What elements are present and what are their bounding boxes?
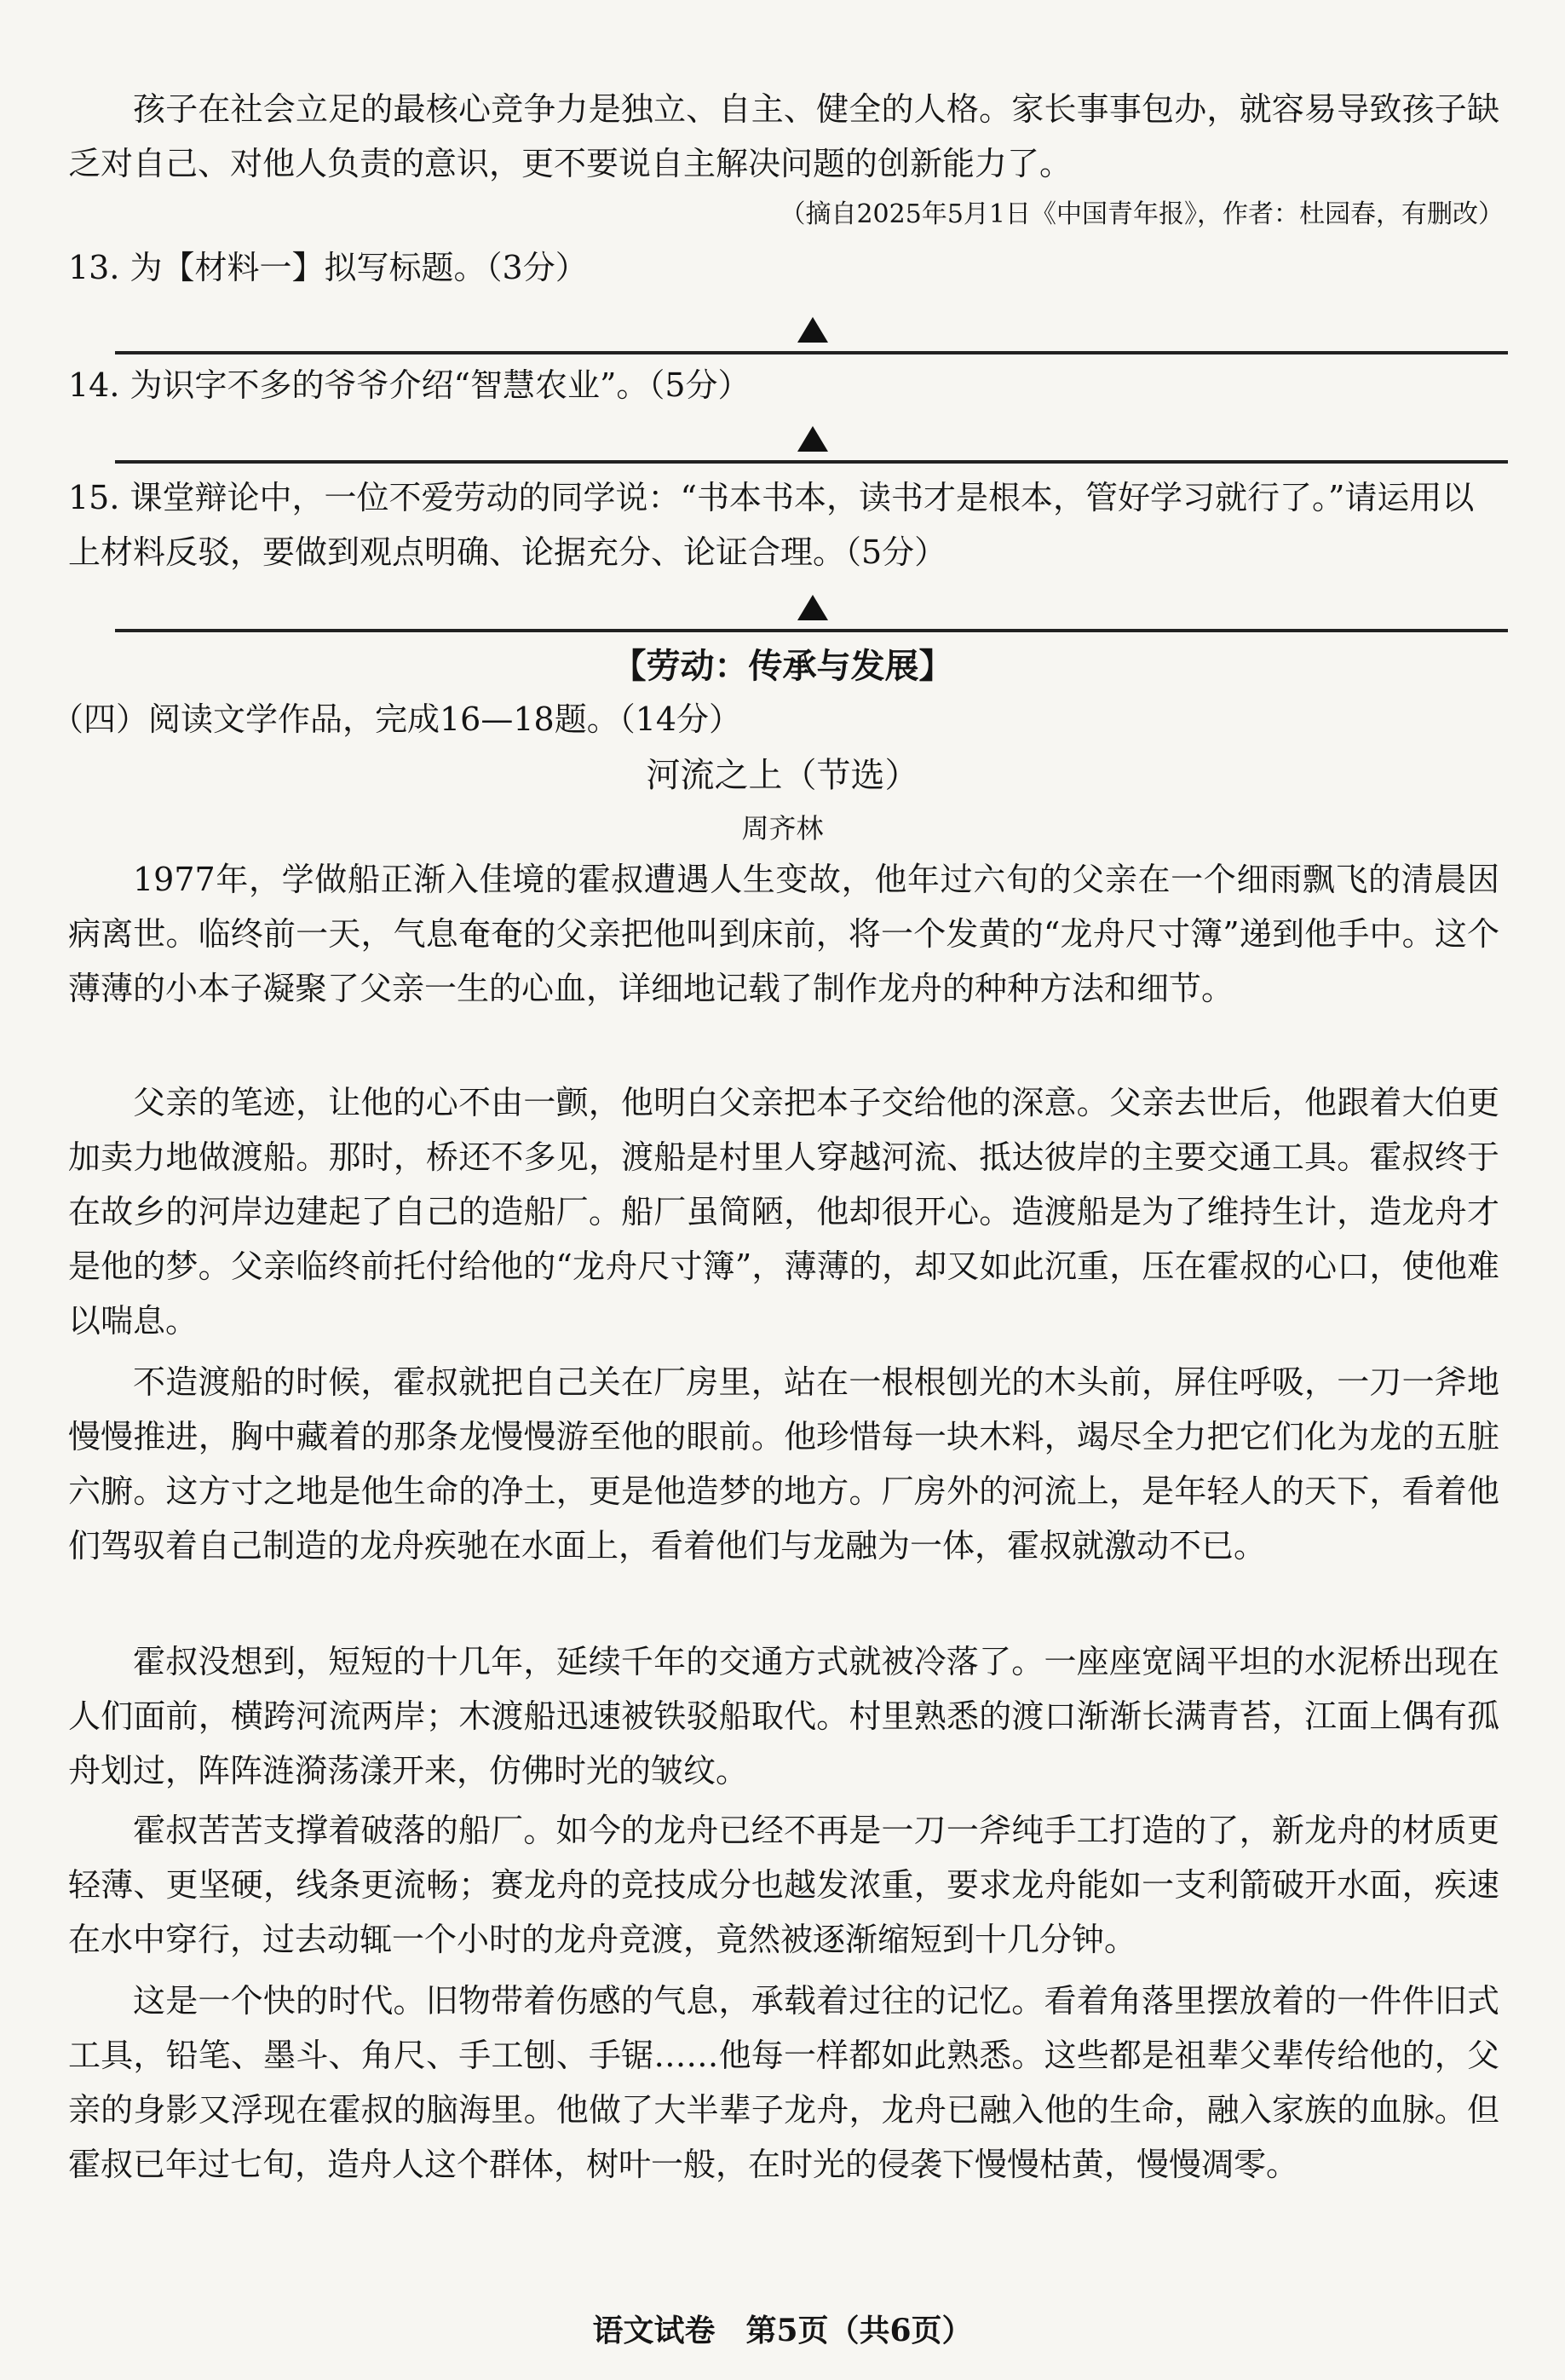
source-note: （摘自2025年5月1日《中国青年报》，作者：杜园春，有删改） (780, 199, 1504, 229)
story-paragraph-3: 不造渡船的时候，霍叔就把自己关在厂房里，站在一根根刨光的木头前，屏住呼吸，一刀一斧地慢慢推进，胸中藏着的那条龙慢慢游至他的眼前。他珍惜每一块木料，竭尽全力把它们化为龙的五脏六腑。这方寸之地是他生命的净土，更是他造梦的地方。厂房外的河流上，是年轻人的天下，看着他们驾驭着自己制造的龙舟疾驰在水面上，看着他们与龙融为一体，霍叔就激动不已。 (68, 1363, 1499, 1565)
answer-marker-15 (797, 595, 828, 620)
material-tail-paragraph: 孩子在社会立足的最核心竞争力是独立、自主、健全的人格。家长事事包办，就容易导致孩子缺乏对自己、对他人负责的意识，更不要说自主解决问题的创新能力了。 (68, 90, 1499, 182)
part-heading: （四）阅读文学作品，完成16—18题。（14分） (51, 700, 742, 738)
story-paragraph-2: 父亲的笔迹，让他的心不由一颤，他明白父亲把本子交给他的深意。父亲去世后，他跟着大伯更加卖力地做渡船。那时，桥还不多见，渡船是村里人穿越河流、抵达彼岸的主要交通工具。霍叔终于在故乡的河岸边建起了自己的造船厂。船厂虽简陋，他却很开心。造渡船是为了维持生计，造龙舟才是他的梦。父亲临终前托付给他的“龙舟尺寸簿”，薄薄的，却又如此沉重，压在霍叔的心口，使他难以喘息。 (68, 1084, 1499, 1340)
answer-line-13[interactable] (115, 351, 1508, 354)
answer-marker-14 (797, 426, 828, 452)
page-footer: 语文试卷 第5页（共6页） (592, 2313, 973, 2348)
section-title: 【劳动：传承与发展】 (612, 646, 953, 686)
question-15: 15. 课堂辩论中，一位不爱劳动的同学说：“书本书本，读书才是根本，管好学习就行了。”请运用以上材料反驳，要做到观点明确、论据充分、论证合理。（5分） (68, 479, 1475, 571)
story-paragraph-5: 霍叔苦苦支撑着破落的船厂。如今的龙舟已经不再是一刀一斧纯手工打造的了，新龙舟的材质更轻薄、更坚硬，线条更流畅；赛龙舟的竞技成分也越发浓重，要求龙舟能如一支利箭破开水面，疾速在水中穿行，过去动辄一个小时的龙舟竞渡，竟然被逐渐缩短到十几分钟。 (68, 1812, 1499, 1958)
story-paragraph-4: 霍叔没想到，短短的十几年，延续千年的交通方式就被冷落了。一座座宽阔平坦的水泥桥出现在人们面前，横跨河流两岸；木渡船迅速被铁驳船取代。村里熟悉的渡口渐渐长满青苔，江面上偶有孤舟划过，阵阵涟漪荡漾开来，仿佛时光的皱纹。 (68, 1643, 1499, 1789)
question-14: 14. 为识字不多的爷爷介绍“智慧农业”。（5分） (68, 366, 751, 404)
story-title: 河流之上（节选） (646, 756, 919, 795)
story-paragraph-1: 1977年，学做船正渐入佳境的霍叔遭遇人生变故，他年过六旬的父亲在一个细雨飘飞的清晨因病离世。临终前一天，气息奄奄的父亲把他叫到床前，将一个发黄的“龙舟尺寸簿”递到他手中。这个薄薄的小本子凝聚了父亲一生的心血，详细地记载了制作龙舟的种种方法和细节。 (68, 861, 1499, 1007)
answer-line-15[interactable] (115, 629, 1508, 632)
question-13: 13. 为【材料一】拟写标题。（3分） (68, 249, 588, 286)
story-paragraph-6: 这是一个快的时代。旧物带着伤感的气息，承载着过往的记忆。看着角落里摆放着的一件件旧式工具，铅笔、墨斗、角尺、手工刨、手锯……他每一样都如此熟悉。这些都是祖辈父辈传给他的，父亲的身影又浮现在霍叔的脑海里。他做了大半辈子龙舟，龙舟已融入他的生命，融入家族的血脉。但霍叔已年过七旬，造舟人这个群体，树叶一般，在时光的侵袭下慢慢枯黄，慢慢凋零。 (68, 1982, 1499, 2183)
answer-line-14[interactable] (115, 460, 1508, 464)
story-author: 周齐林 (741, 812, 824, 844)
answer-marker-13 (797, 317, 828, 343)
